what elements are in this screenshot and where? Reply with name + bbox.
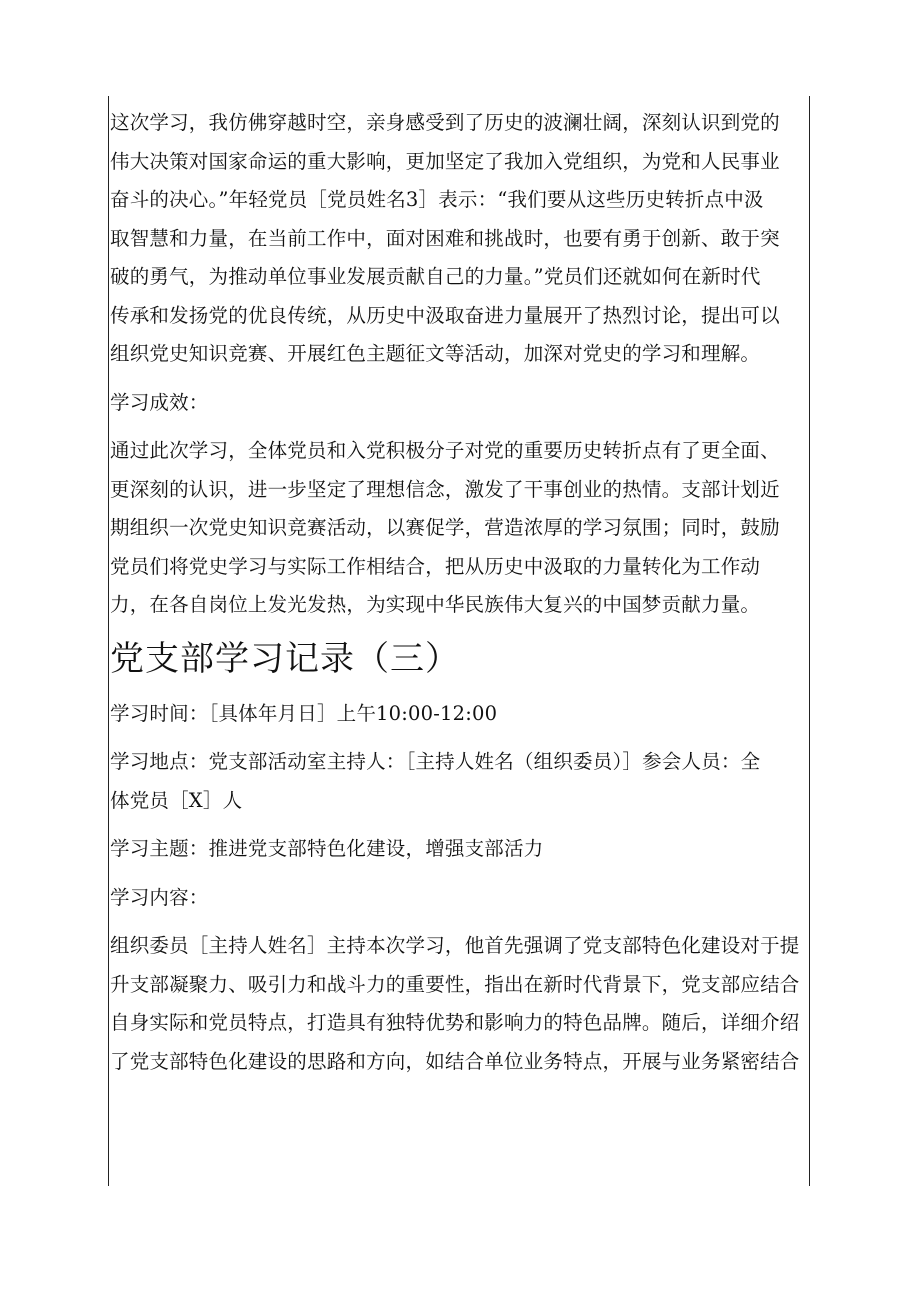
text-line: 破的勇气，为推动单位事业发展贡献自己的力量。”党员们还就如何在新时代 xyxy=(110,265,761,288)
text-line: 取智慧和力量，在当前工作中，面对困难和挑战时，也要有勇于创新、敢于突 xyxy=(110,226,780,250)
text-line: 奋斗的决心。”年轻党员［党员姓名3］表示：“我们要从这些历史转折点中汲 xyxy=(110,188,764,211)
text-line: 传承和发扬党的优良传统，从历史中汲取奋进力量展开了热烈讨论，提出可以 xyxy=(110,303,780,327)
text-line: 学习地点：党支部活动室主持人：［主持人姓名（组织委员）］参会人员：全 xyxy=(110,750,761,773)
content-label: 学习内容： xyxy=(110,885,209,909)
text-line: 这次学习，我仿佛穿越时空，亲身感受到了历史的波澜壮阔，深刻认识到党的 xyxy=(110,111,780,134)
content-paragraph xyxy=(110,927,810,1081)
text-line: 了党支部特色化建设的思路和方向，如结合单位业务特点，开展与业务紧密结合 xyxy=(110,1049,800,1073)
continuation-paragraph xyxy=(110,104,810,374)
document-body xyxy=(110,104,810,1081)
text-line: 自身实际和党员特点，打造具有独特优势和影响力的特色品牌。随后，详细介绍 xyxy=(110,1011,800,1034)
text-line: 期组织一次党史知识竞赛活动，以赛促学，营造浓厚的学习氛围；同时，鼓励 xyxy=(110,516,780,539)
results-paragraph xyxy=(110,432,810,625)
study-topic: 学习主题：推进党支部特色化建设，增强支部活力 xyxy=(110,837,544,860)
text-line: 力，在各自岗位上发光发热，为实现中华民族伟大复兴的中国梦贡献力量。 xyxy=(110,593,761,616)
study-location xyxy=(110,743,810,820)
text-line: 党员们将党史学习与实际工作相结合，把从历史中汲取的力量转化为工作动 xyxy=(110,554,761,578)
text-line: 体党员［X］人 xyxy=(110,788,243,812)
text-line: 通过此次学习，全体党员和入党积极分子对党的重要历史转折点有了更全面、 xyxy=(110,439,780,462)
text-line: 伟大决策对国家命运的重大影响，更加坚定了我加入党组织，为党和人民事业 xyxy=(110,149,780,173)
text-line: 升支部凝聚力、吸引力和战斗力的重要性，指出在新时代背景下，党支部应结合 xyxy=(110,972,800,996)
study-time: 学习时间：［具体年月日］上午10:00-12:00 xyxy=(110,701,498,725)
text-line: 组织党史知识竞赛、开展红色主题征文等活动，加深对党史的学习和理解。 xyxy=(110,342,761,365)
section-title: 党支部学习记录（三） xyxy=(110,638,460,679)
results-label: 学习成效： xyxy=(110,390,209,414)
text-line: 组织委员［主持人姓名］主持本次学习，他首先强调了党支部特色化建设对于提 xyxy=(110,934,800,957)
text-line: 更深刻的认识，进一步坚定了理想信念，激发了干事创业的热情。支部计划近 xyxy=(110,477,780,501)
